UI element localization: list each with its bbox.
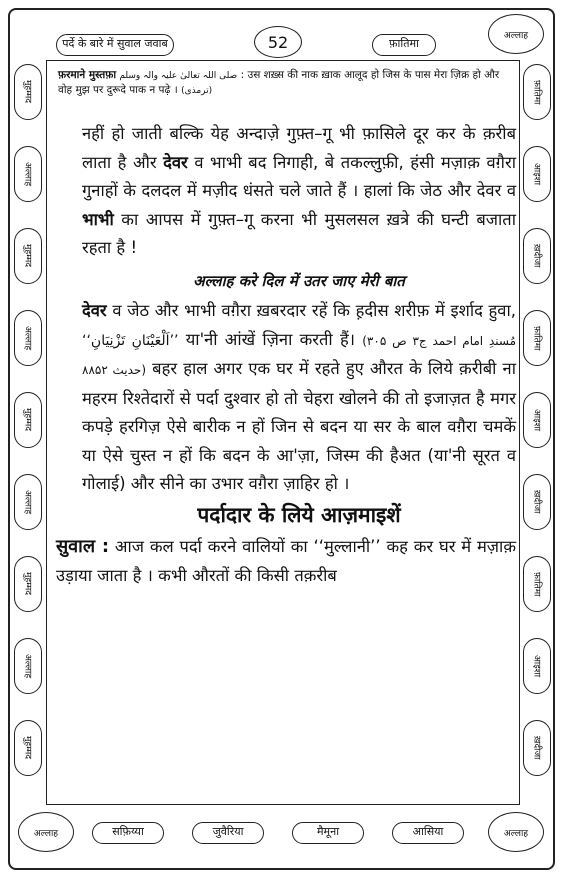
left-ornament: मुह़म्मद [14,392,42,448]
left-ornament: अल्लाह [14,146,42,202]
text-run: व भाभी बद निगाही, बे तकल्लुफ़ी, हंसी मज़ाक़ वग़ैरा गुनाहों के दलदल में मज़ीद धंसते चले जाते हैं । हालां कि जेठ और देवर व [82,152,516,200]
arabic-quote: ‘‘اَلْعَيْنَانِ تَزْنِيَانِ’’ [82,332,179,349]
notice-source: (ترمذی) [181,86,213,96]
text-run: नहीं हो जाती बल्कि येह अन्दाज़े गुफ़्त–गू भी फ़ासिले दूर कर के क़रीब लाता है और [82,124,516,172]
left-ornament: मुह़म्मद [14,556,42,612]
right-ornament: ख़दीजा [523,720,551,776]
question-label: सुवाल : [56,536,110,557]
text-run: बहर हाल अगर एक घर में रहते हुए औरत के लिये क़रीबी ना महरम रिश्तेदारों से पर्दा दुश्वार हो तो चेहरा खोलने की तो इजाज़त है मगर कपड़े हरगिज़ ऐसे बारीक न हों जिन से बदन या सर के बाल वग़ैरा चमकें या ऐसे चुस्त न हों कि बदन के आ'ज़ा, जिस्म की हैअत (या'नी सूरत व गोलाई) और सीने का उभार वग़ैरा ज़ाहिर हो । [82,359,516,493]
left-ornament: मुह़म्मद [14,228,42,284]
right-ornament: फ़ातिमा [523,310,551,366]
notice-text: : उस शख़्स की नाक ख़ाक आलूद हो जिस के पास मेरा ज़िक्र हो और वोह मुझ पर दुरूदे पाक न पढ़े । [58,69,500,96]
right-ornament: आइशा [523,392,551,448]
section-heading: पर्दादार के लिये आज़माइशें [197,502,401,527]
right-ornament: ख़दीजा [523,474,551,530]
right-ornament: आइशा [523,146,551,202]
page-number: 52 [254,26,302,58]
text-run: का आपस में गुफ़्त–गू करना भी मुसलसल ख़त्रे की घन्टी बजाता रहता है ! [82,209,516,257]
footer-tab: जुवैरिया [192,822,264,844]
hadith-reference: (مُسندِ امام احمد ج۳ ص ۳۰۵ حدیث ۸۸۵۲) [82,333,516,377]
text-run: आज कल पर्दा करने वालियों का ‘‘मुल्लानी’’ कह कर घर में मज़ाक़ उड़ाया जाता है । कभी औरतों की किसी तक़रीब [56,537,517,585]
salutation: صلی اللہ تعالیٰ علیہ والہ وسلم [119,71,238,81]
bold-word: देवर [82,301,107,320]
left-ornament: अल्लाह [14,474,42,530]
bold-word: देवर [163,152,188,172]
footer-tab: आसिया [392,822,464,844]
bold-word: भाभी [82,209,114,229]
text-run: व जेठ और भाभी वग़ैरा ख़बरदार रहें कि ह़दीस शरीफ़ में इर्शाद हुवा, [106,301,516,320]
header-book-title-tab: पर्दे के बारे में सुवाल जवाब [56,34,174,56]
right-ornament: फ़ातिमा [523,64,551,120]
top-right-ornament: अल्लाह [488,14,544,54]
paragraph [82,297,516,499]
left-ornament: अल्लाह [14,638,42,694]
bottom-left-ornament: अल्लाह [18,812,74,852]
left-ornament: मुह़म्मद [14,64,42,120]
paragraph [56,533,516,590]
footer-tab: मैमूना [292,822,364,844]
header-name-tab: फ़ातिमा [372,34,436,56]
bottom-right-ornament: अल्लाह [488,812,544,852]
left-ornament: अल्लाह [14,310,42,366]
text-run: या'नी आंखें ज़िना करती हैं। [178,329,363,349]
italic-heading: अल्लाह करे दिल में उतर जाए मेरी बात [193,271,405,290]
right-ornament: आइशा [523,638,551,694]
right-ornament: फ़ातिमा [523,556,551,612]
farmane-mustafa-notice [58,68,512,98]
paragraph [82,120,516,263]
left-ornament: मुह़म्मद [14,720,42,776]
main-text [56,120,517,590]
right-ornament: ख़दीजा [523,228,551,284]
notice-label: फ़रमाने मुस्तफ़ा [58,69,117,81]
footer-tab: सफ़िय्या [92,822,164,844]
